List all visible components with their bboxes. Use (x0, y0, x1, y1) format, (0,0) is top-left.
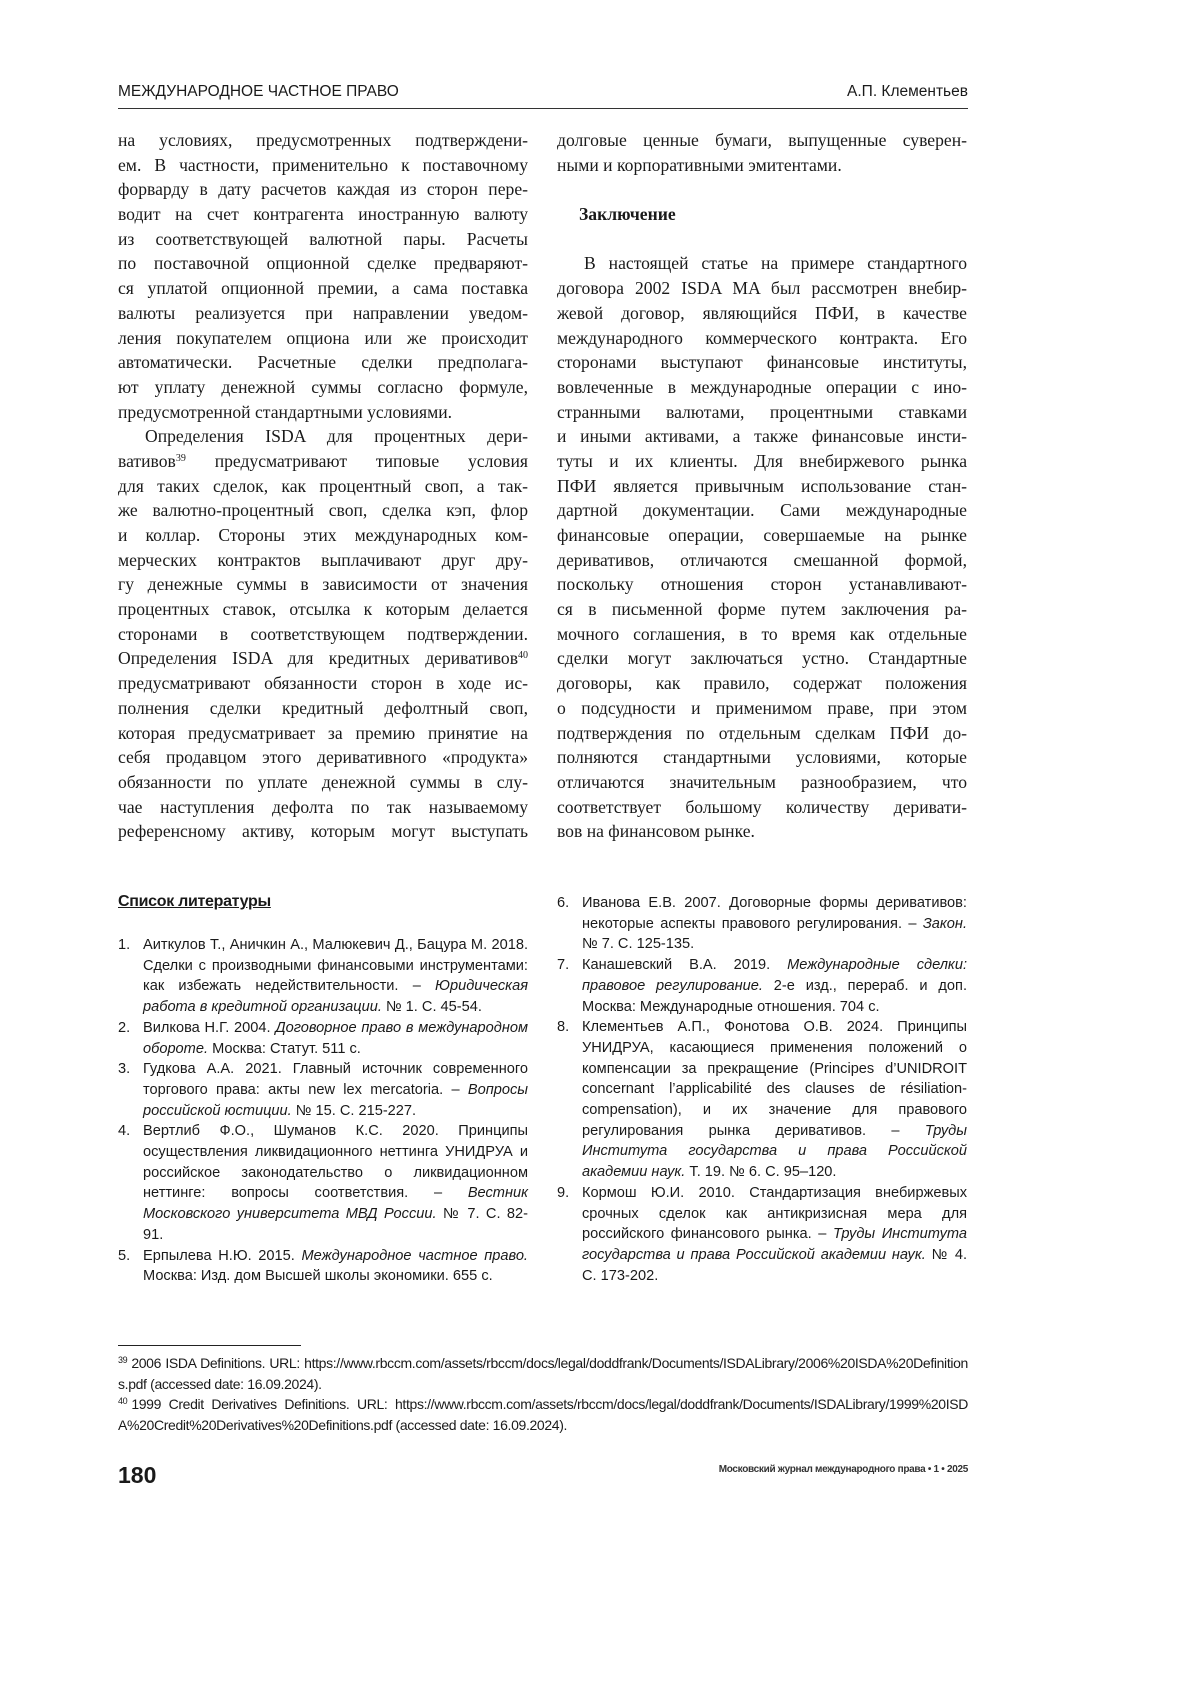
footnote-number: 40 (118, 1396, 127, 1406)
text-segment: жевой договор, являющийся ПФИ, в качестве (557, 303, 967, 323)
reference-text: Гудкова А.А. 2021. Главный источник современного торгового права: акты new lex mercatoria. – (143, 1061, 528, 1098)
reference-text: Аиткулов Т., Аничкин А., Малюкевич Д., Бацура М. 2018. Сделки с производными финансовыми инструментами: как избежать недействительности. – (143, 937, 528, 994)
text-line (557, 177, 967, 202)
text-segment: полняются стандартными условиями, которые (557, 747, 967, 767)
text-segment: ными и корпоративными эмитентами. (557, 155, 842, 175)
text-line (557, 646, 967, 671)
text-segment: чае наступления дефолта по так называемому (118, 797, 528, 817)
text-line (118, 474, 528, 499)
text-line (118, 572, 528, 597)
text-line (557, 424, 967, 449)
text-segment: договоры, как правило, содержат положения (557, 673, 967, 693)
text-segment: предусмотренной стандартными условиями. (118, 402, 452, 422)
text-line (118, 449, 528, 474)
text-segment: о подсудности и применимом праве, при этом (557, 698, 967, 718)
footnote-number: 39 (118, 1355, 127, 1365)
text-line (118, 301, 528, 326)
reference-number: 2. (118, 1018, 130, 1039)
text-line (557, 671, 967, 696)
text-line (557, 301, 967, 326)
text-line (557, 326, 967, 351)
text-line (118, 548, 528, 573)
text-segment: сторонами в соответствующем подтверждении. (118, 624, 528, 644)
text-segment: предусматривают обязанности сторон в ходе ис- (118, 673, 528, 693)
reference-text: Москва: Статут. 511 с. (208, 1041, 361, 1057)
footnote (118, 1353, 968, 1394)
text-segment: вативов (118, 451, 176, 471)
text-segment: Определения ISDA для процентных дери- (145, 426, 528, 446)
reference-text: Вилкова Н.Г. 2004. (143, 1020, 275, 1036)
text-line (118, 770, 528, 795)
text-segment: подтверждения по отдельным сделкам ПФИ до- (557, 723, 967, 743)
text-segment: обязанности по уплате денежной суммы в слу- (118, 772, 528, 792)
text-line (557, 276, 967, 301)
text-segment: международного коммерческого контракта. Его (557, 328, 967, 348)
text-segment: автоматически. Расчетные сделки предполага- (118, 352, 528, 372)
text-segment: договора 2002 ISDA MA был рассмотрен внебир- (557, 278, 967, 298)
body-column-right (557, 128, 967, 844)
text-segment: Заключение (579, 204, 676, 224)
reference-text: Вертлиб Ф.О., Шуманов К.С. 2020. Принципы осуществления ликвидационного неттинга УНИДРУА и российское законодательство о ликвидационном неттинге: вопросы соответствия. – (143, 1123, 528, 1201)
text-segment: же валютно-процентный своп, сделка кэп, флор (118, 500, 528, 520)
text-segment: В настоящей статье на примере стандартного (584, 253, 967, 273)
text-line (557, 819, 967, 844)
text-segment: предусматривают типовые условия (186, 451, 528, 471)
text-line (118, 202, 528, 227)
reference-text: Москва: Изд. дом Высшей школы экономики. 655 с. (143, 1268, 493, 1284)
reference-text: Иванова Е.В. 2007. Договорные формы деривативов: некоторые аспекты правового регулирования. – (582, 895, 967, 932)
reference-item (557, 893, 967, 955)
text-line (118, 671, 528, 696)
text-line (557, 770, 967, 795)
reference-number: 7. (557, 955, 569, 976)
reference-source: Труды Института государства и права Российской академии наук. (582, 1226, 967, 1263)
reference-number: 4. (118, 1121, 130, 1142)
reference-number: 8. (557, 1017, 569, 1038)
text-segment: процентных ставок, отсылка к которым делается (118, 599, 528, 619)
text-line (557, 474, 967, 499)
text-line (118, 350, 528, 375)
reference-source: Юридическая работа в кредитной организации. (143, 978, 528, 1015)
text-line (118, 597, 528, 622)
references-list-left (118, 935, 528, 1287)
text-line (118, 745, 528, 770)
text-segment: и коллар. Стороны этих международных ком- (118, 525, 528, 545)
text-segment: из соответствующей валютной пары. Расчеты (118, 229, 528, 249)
journal-name: Московский журнал международного права • 1 • 2025 (719, 1464, 968, 1475)
reference-source: Вестник Московского университета МВД России. (143, 1185, 528, 1222)
text-segment: по поставочной опционной сделке предваряют- (118, 253, 528, 273)
reference-text: № 1. С. 45-54. (382, 999, 482, 1015)
text-segment: деривативов, отличаются смешанной формой, (557, 550, 967, 570)
reference-text: Клементьев А.П., Фонотова О.В. 2024. Принципы УНИДРУА, касающиеся применения положений о компенсации за прекращение (Principes d’UNIDROIT concernant l’applicabilité des clauses de résiliation-compensation), и их значение для правового регулирования рынка деривативов. – (582, 1019, 967, 1139)
references-list-right (557, 893, 967, 1286)
text-segment: ся в письменной форме путем заключения ра- (557, 599, 967, 619)
reference-text: Т. 19. № 6. С. 95–120. (685, 1164, 836, 1180)
text-segment: водит на счет контрагента иностранную валюту (118, 204, 528, 224)
text-segment: соответствует большому количеству деривати- (557, 797, 967, 817)
reference-text: № 7. С. 125-135. (582, 936, 694, 952)
reference-item (118, 1059, 528, 1121)
text-segment: на условиях, предусмотренных подтверждени- (118, 130, 528, 150)
body-column-left (118, 128, 528, 844)
text-line (118, 128, 528, 153)
footnote-text: 2006 ISDA Definitions. URL: https://www.rbccm.com/assets/rbccm/docs/legal/doddfrank/Documents/ISDALibrary/2006%20ISDA%20Definitions.pdf (accessed date: 16.09.2024). (118, 1355, 968, 1392)
text-line (557, 400, 967, 425)
reference-source: Вопросы российской юстиции. (143, 1082, 528, 1119)
reference-item (557, 955, 967, 1017)
text-segment: вовлеченные в международные операции с ино- (557, 377, 967, 397)
running-header-author: А.П. Клементьев (847, 83, 968, 101)
text-segment: туты и их клиенты. Для внебиржевого рынка (557, 451, 967, 471)
text-line (118, 622, 528, 647)
text-segment: отличаются значительным разнообразием, что (557, 772, 967, 792)
text-segment: гу денежные суммы в зависимости от значения (118, 574, 528, 594)
text-segment: Определения ISDA для кредитных деривативов (118, 648, 518, 668)
reference-text: № 15. С. 215-227. (292, 1103, 416, 1119)
text-segment: валюты реализуется при направлении уведом- (118, 303, 528, 323)
text-segment: дартной документации. Сами международные (557, 500, 967, 520)
reference-item (118, 1018, 528, 1059)
text-segment: долговые ценные бумаги, выпущенные суверен- (557, 130, 967, 150)
reference-text: Ерпылева Н.Ю. 2015. (143, 1248, 301, 1264)
text-line (118, 375, 528, 400)
footnote (118, 1394, 968, 1435)
text-segment: ПФИ является привычным использование стан- (557, 476, 967, 496)
reference-item (557, 1183, 967, 1287)
footnote-divider (118, 1345, 301, 1346)
reference-text: № 4. С. 173-202. (582, 1247, 967, 1284)
text-segment: ем. В частности, применительно к поставочному (118, 155, 528, 175)
text-line (118, 424, 528, 449)
text-segment: финансовые операции, совершаемые на рынке (557, 525, 967, 545)
text-segment: форварду в дату расчетов каждая из сторон пере- (118, 179, 528, 199)
section-heading (557, 202, 967, 227)
text-segment: мочного соглашения, в то время как отдельные (557, 624, 967, 644)
text-line (557, 375, 967, 400)
text-line (118, 227, 528, 252)
header-divider (118, 108, 968, 109)
text-line (557, 498, 967, 523)
text-line (118, 326, 528, 351)
reference-source: Договорное право в международном обороте. (143, 1020, 528, 1057)
text-line (118, 646, 528, 671)
text-line (557, 572, 967, 597)
text-line (557, 153, 967, 178)
footnote-ref[interactable]: 40 (518, 650, 528, 661)
reference-item (557, 1017, 967, 1183)
text-line (557, 128, 967, 153)
text-line (118, 523, 528, 548)
reference-text: Канашевский В.А. 2019. (582, 957, 787, 973)
text-line (118, 795, 528, 820)
text-line (557, 227, 967, 252)
text-line (557, 548, 967, 573)
references-title: Список литературы (118, 893, 271, 911)
reference-text: № 7. С. 82-91. (143, 1206, 528, 1243)
text-segment: сторонами выступают финансовые институты, (557, 352, 967, 372)
text-segment: которая предусматривает за премию принятие на (118, 723, 528, 743)
text-line (118, 276, 528, 301)
reference-source: Закон. (923, 916, 967, 932)
footnote-text: 1999 Credit Derivatives Definitions. URL: https://www.rbccm.com/assets/rbccm/docs/legal/doddfrank/Documents/ISDALibrary/1999%20ISDA%20Credit%20Derivatives%20Definitions.pdf (accessed date: 16.09.2024). (118, 1396, 968, 1433)
text-line (118, 819, 528, 844)
text-line (557, 622, 967, 647)
text-segment: и иными активами, а также финансовые инсти- (557, 426, 967, 446)
page-number: 180 (118, 1462, 156, 1489)
text-segment: вов на финансовом рынке. (557, 821, 755, 841)
text-line (118, 498, 528, 523)
text-line (118, 177, 528, 202)
reference-number: 6. (557, 893, 569, 914)
reference-source: Международное частное право. (301, 1248, 528, 1264)
reference-number: 5. (118, 1246, 130, 1267)
text-line (557, 745, 967, 770)
text-segment: полнения сделки кредитный дефолтный своп, (118, 698, 528, 718)
text-segment: для таких сделок, как процентный своп, а так- (118, 476, 528, 496)
running-header-section: МЕЖДУНАРОДНОЕ ЧАСТНОЕ ПРАВО (118, 83, 399, 101)
text-line (557, 696, 967, 721)
footnote-ref[interactable]: 39 (176, 453, 186, 464)
reference-text: 2-е изд., перераб. и доп. Москва: Международные отношения. 704 с. (582, 978, 967, 1015)
text-line (118, 721, 528, 746)
text-segment: мерческих контрактов выплачивают друг дру- (118, 550, 528, 570)
reference-number: 3. (118, 1059, 130, 1080)
text-segment: ления покупателем опциона или же происходит (118, 328, 528, 348)
text-line (557, 597, 967, 622)
text-segment: ют уплату денежной суммы согласно формуле, (118, 377, 528, 397)
reference-text: Кормош Ю.И. 2010. Стандартизация внебиржевых срочных сделок как антикризисная мера для российского финансового рынка. – (582, 1185, 967, 1242)
text-line (118, 251, 528, 276)
text-segment: поскольку отношения сторон устанавливают- (557, 574, 967, 594)
text-segment: референсному активу, которым могут выступать (118, 821, 528, 841)
reference-source: Международные сделки: правовое регулирование. (582, 957, 967, 994)
text-segment: себя продавцом этого деривативного «продукта» (118, 747, 528, 767)
text-line (557, 350, 967, 375)
text-line (118, 696, 528, 721)
text-line (557, 795, 967, 820)
reference-item (118, 1121, 528, 1245)
reference-source: Труды Института государства и права Российской академии наук. (582, 1123, 967, 1180)
text-line (557, 251, 967, 276)
text-line (118, 153, 528, 178)
text-line (557, 721, 967, 746)
text-segment: странными валютами, процентными ставками (557, 402, 967, 422)
reference-number: 1. (118, 935, 130, 956)
reference-item (118, 1246, 528, 1287)
reference-number: 9. (557, 1183, 569, 1204)
footnotes (118, 1353, 968, 1435)
text-line (557, 523, 967, 548)
text-line (118, 400, 528, 425)
text-segment: сделки могут заключаться устно. Стандартные (557, 648, 967, 668)
text-line (557, 449, 967, 474)
reference-item (118, 935, 528, 1018)
text-segment: ся уплатой опционной премии, а сама поставка (118, 278, 528, 298)
